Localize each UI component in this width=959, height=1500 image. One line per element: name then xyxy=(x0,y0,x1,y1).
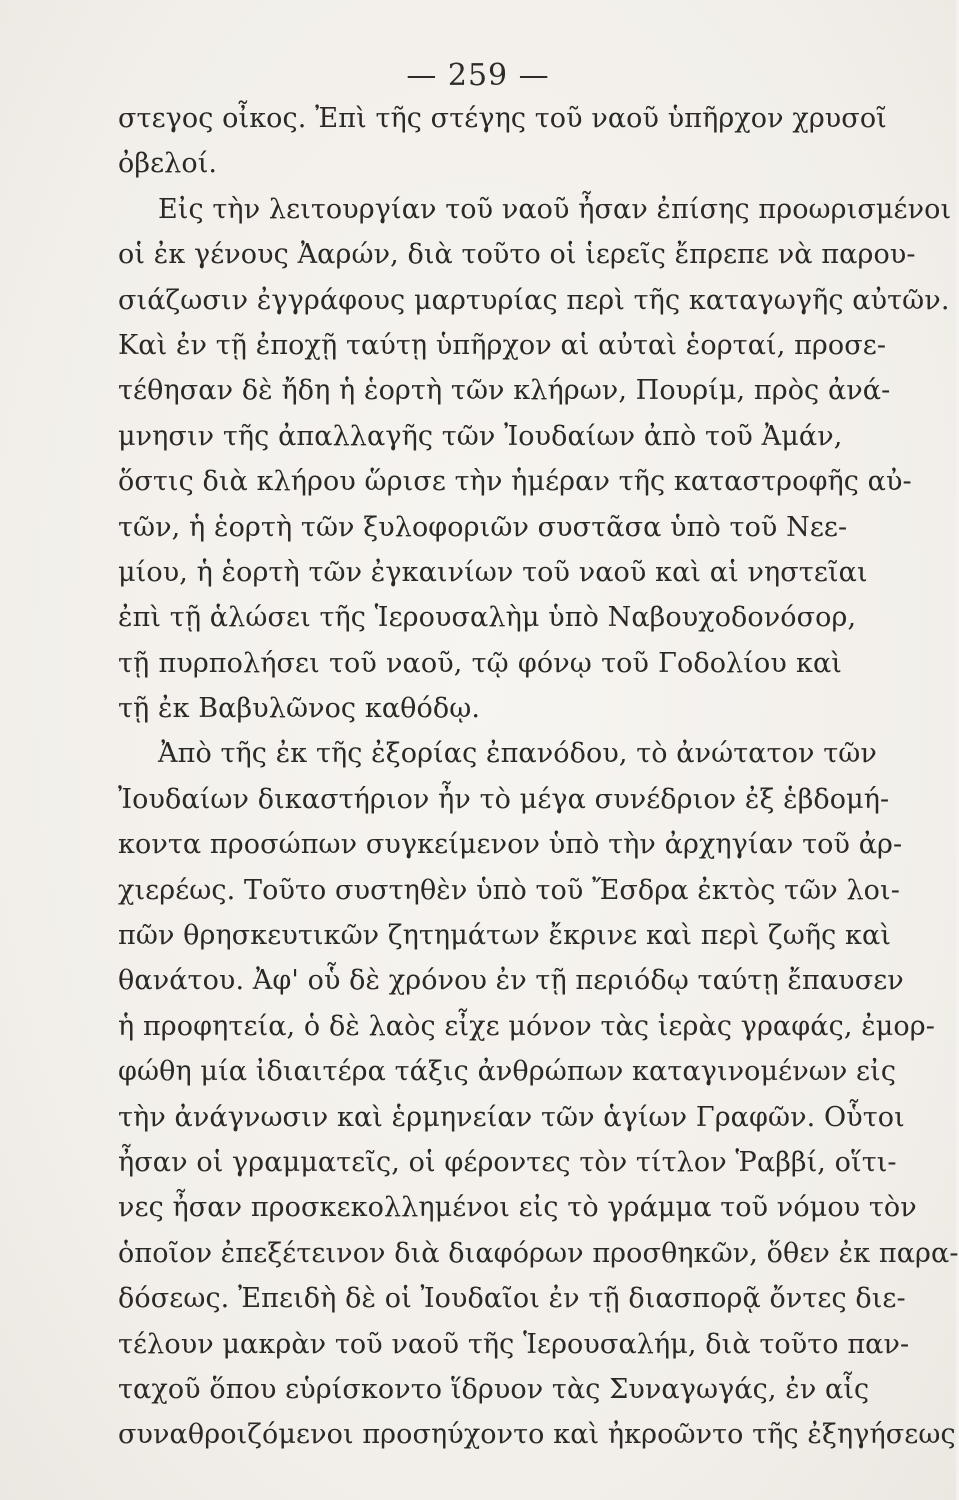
text-line: θανάτου. Ἀφ' οὗ δὲ χρόνου ἐν τῇ περιόδῳ ταύτῃ ἔπαυσεν xyxy=(118,965,904,997)
text-line: ἐπὶ τῇ ἁλώσει τῆς Ἱερουσαλὴμ ὑπὸ Ναβουχοδονόσορ, xyxy=(118,602,857,634)
text-line: ὀβελοί. xyxy=(118,148,218,180)
text-line: οἱ ἐκ γένους Ἀαρών, διὰ τοῦτο οἱ ἱερεῖς ἔπρεπε νὰ παρου- xyxy=(118,239,916,271)
text-line: πῶν θρησκευτικῶν ζητημάτων ἔκρινε καὶ περὶ ζωῆς καὶ xyxy=(118,920,892,952)
text-line: Ἰουδαίων δικαστήριον ἦν τὸ μέγα συνέδριον ἐξ ἑβδομή- xyxy=(118,783,890,815)
text-line: τῇ πυρπολήσει τοῦ ναοῦ, τῷ φόνῳ τοῦ Γοδολίου καὶ xyxy=(118,647,842,679)
text-line: Ἀπὸ τῆς ἐκ τῆς ἐξορίας ἐπανόδου, τὸ ἀνώτατον τῶν xyxy=(158,738,877,770)
text-line: μνησιν τῆς ἀπαλλαγῆς τῶν Ἰουδαίων ἀπὸ τοῦ Ἀμάν, xyxy=(118,420,843,452)
text-line: νες ἦσαν προσκεκολλημένοι εἰς τὸ γράμμα τοῦ νόμου τὸν xyxy=(118,1192,917,1224)
text-line: τῇ ἐκ Βαβυλῶνος καθόδῳ. xyxy=(118,693,481,725)
text-line: σιάζωσιν ἐγγράφους μαρτυρίας περὶ τῆς καταγωγῆς αὐτῶν. xyxy=(118,284,950,316)
text-line: συναθροιζόμενοι προσηύχοντο καὶ ἠκροῶντο τῆς ἐξηγήσεως xyxy=(118,1419,956,1451)
text-line: τὴν ἀνάγνωσιν καὶ ἑρμηνείαν τῶν ἁγίων Γραφῶν. Οὗτοι xyxy=(118,1101,905,1133)
text-line: ἡ προφητεία, ὁ δὲ λαὸς εἶχε μόνον τὰς ἱερὰς γραφάς, ἐμορ- xyxy=(118,1010,935,1042)
text-line: ὁποῖον ἐπεξέτεινον διὰ διαφόρων προσθηκῶν, ὅθεν ἐκ παρα- xyxy=(118,1237,959,1269)
text-line: τέλουν μακρὰν τοῦ ναοῦ τῆς Ἱερουσαλήμ, διὰ τοῦτο παν- xyxy=(118,1328,910,1360)
page-number: — 259 — xyxy=(406,58,550,93)
text-line: φώθη μία ἰδιαιτέρα τάξις ἀνθρώπων καταγινομένων εἰς xyxy=(118,1056,897,1088)
text-line: κοντα προσώπων συγκείμενον ὑπὸ τὴν ἀρχηγίαν τοῦ ἀρ- xyxy=(118,829,903,861)
body-text xyxy=(118,96,959,1458)
text-line: Εἰς τὴν λειτουργίαν τοῦ ναοῦ ἦσαν ἐπίσης προωρισμένοι xyxy=(158,193,952,225)
text-line: Καὶ ἐν τῇ ἐποχῇ ταύτῃ ὑπῆρχον αἱ αὐταὶ ἑορταί, προσε- xyxy=(118,329,887,361)
text-line: τέθησαν δὲ ἤδη ἡ ἑορτὴ τῶν κλήρων, Πουρίμ, πρὸς ἀνά- xyxy=(118,375,891,407)
text-line: στεγος οἶκος. Ἐπὶ τῆς στέγης τοῦ ναοῦ ὑπῆρχον χρυσοῖ xyxy=(118,103,887,134)
text-line: ταχοῦ ὅπου εὑρίσκοντο ἵδρυον τὰς Συναγωγάς, ἐν αἷς xyxy=(118,1373,870,1405)
text-line: ὅστις διὰ κλήρου ὥρισε τὴν ἡμέραν τῆς καταστροφῆς αὐ- xyxy=(118,466,912,498)
text-line: τῶν, ἡ ἑορτὴ τῶν ξυλοφοριῶν συστᾶσα ὑπὸ τοῦ Νεε- xyxy=(118,511,848,543)
text-line: μίου, ἡ ἑορτὴ τῶν ἐγκαινίων τοῦ ναοῦ καὶ αἱ νηστεῖαι xyxy=(118,556,868,588)
text-line: δόσεως. Ἐπειδὴ δὲ οἱ Ἰουδαῖοι ἐν τῇ διασπορᾷ ὄντες διε- xyxy=(118,1283,906,1315)
text-line: ἦσαν οἱ γραμματεῖς, οἱ φέροντες τὸν τίτλον Ῥαββί, οἵτι- xyxy=(118,1146,897,1178)
text-line: χιερέως. Τοῦτο συστηθὲν ὑπὸ τοῦ Ἔσδρα ἐκτὸς τῶν λοι- xyxy=(118,874,900,906)
